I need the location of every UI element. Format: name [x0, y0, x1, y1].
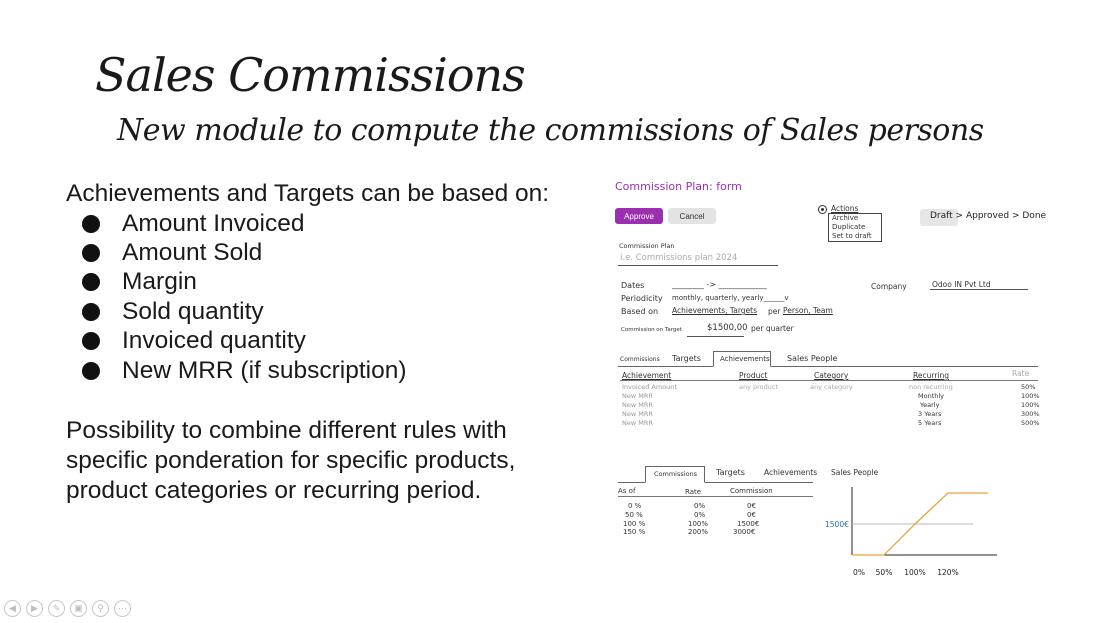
comm-cell[interactable]: 0 %	[628, 502, 642, 510]
bullet-item	[82, 238, 407, 267]
status-flow[interactable]: Draft > Approved > Done	[930, 211, 1047, 221]
zoom-icon[interactable]: ⚲	[92, 600, 109, 617]
target-period: per quarter	[751, 324, 794, 333]
company-field[interactable]: Odoo IN Pvt Ltd	[932, 280, 991, 289]
based-on-label: Based on	[621, 307, 659, 316]
bullet-text: Amount Sold	[122, 239, 263, 267]
comm-header-as-of: As of	[618, 487, 636, 495]
xtick-label: 50%	[875, 568, 893, 577]
bullet-dot-icon	[82, 215, 100, 233]
tab-targets[interactable]: Targets	[672, 354, 701, 363]
bullet-text: Sold quantity	[122, 297, 264, 325]
table-cell[interactable]: 300%	[1021, 410, 1040, 418]
slides-icon[interactable]: ▣	[70, 600, 87, 617]
bullet-item	[82, 209, 407, 238]
comm-cell[interactable]: 0€	[747, 511, 756, 519]
comm-cell[interactable]: 1500€	[737, 520, 760, 528]
actions-menu	[828, 213, 882, 242]
plan-label: Commission Plan	[619, 242, 675, 250]
table-cell[interactable]: New MRR	[622, 392, 653, 400]
comm-cell[interactable]: 0%	[694, 511, 706, 519]
bullet-text: Invoiced quantity	[122, 327, 306, 355]
cancel-button[interactable]: Cancel	[668, 208, 716, 224]
xtick-label: 120%	[937, 568, 959, 577]
table-cell[interactable]: 50%	[1021, 383, 1036, 391]
bullet-dot-icon	[82, 362, 100, 380]
comm-cell[interactable]: 150 %	[623, 528, 646, 536]
comm-cell[interactable]: 3000€	[733, 528, 756, 536]
bullet-text: New MRR (if subscription)	[122, 356, 407, 384]
target-label: Commission on Target	[621, 327, 682, 333]
bullet-item	[82, 268, 407, 297]
dates-field[interactable]: ________ -> ____________	[672, 280, 767, 289]
presentation-toolbar	[4, 600, 131, 617]
gear-icon[interactable]	[818, 205, 827, 214]
tab2-commissions[interactable]: Commissions	[654, 470, 698, 478]
table-cell[interactable]: New MRR	[622, 401, 653, 409]
table-header-recurring: Recurring	[913, 371, 949, 380]
comm-cell[interactable]: 100 %	[623, 520, 646, 528]
form-title: Commission Plan: form	[615, 180, 742, 193]
next-icon[interactable]: ▶	[26, 600, 43, 617]
comm-cell[interactable]: 0%	[694, 502, 706, 510]
bullet-item	[82, 297, 407, 326]
comm-cell[interactable]: 200%	[688, 528, 709, 536]
comm-header-rate: Rate	[685, 488, 702, 496]
comm-cell[interactable]: 100%	[688, 520, 709, 528]
approve-button[interactable]: Approve	[615, 208, 663, 224]
target-amount-field[interactable]: $1500,00	[707, 323, 748, 333]
tab-commissions[interactable]: Commissions	[620, 356, 660, 363]
per-label: per	[768, 307, 781, 316]
pen-icon[interactable]: ✎	[48, 600, 65, 617]
based-on-field[interactable]: Achievements, Targets	[672, 306, 758, 315]
per-field[interactable]: Person, Team	[783, 306, 833, 315]
periodicity-select[interactable]: monthly, quarterly, yearly______v	[672, 294, 789, 302]
actions-menu-item-duplicate[interactable]: Duplicate	[832, 223, 866, 231]
bullet-dot-icon	[82, 332, 100, 350]
tab-achievements[interactable]: Achievements	[720, 355, 770, 363]
bullet-text: Margin	[122, 268, 197, 296]
dates-label: Dates	[621, 281, 645, 290]
table-cell[interactable]: 100%	[1021, 401, 1040, 409]
table-cell[interactable]: 5 Years	[918, 419, 942, 427]
prev-icon[interactable]: ◀	[4, 600, 21, 617]
actions-label[interactable]: Actions	[831, 204, 859, 213]
table-cell[interactable]: New MRR	[622, 410, 653, 418]
bullet-dot-icon	[82, 273, 100, 291]
more-icon[interactable]: ⋯	[114, 600, 131, 617]
table-cell[interactable]: any category	[810, 383, 853, 391]
xtick-label: 0%	[853, 568, 865, 577]
lead-text: Achievements and Targets can be based on:	[66, 180, 550, 207]
bullet-list	[82, 209, 407, 385]
tab2-achievements[interactable]: Achievements	[764, 468, 818, 477]
comm-header-commission: Commission	[730, 487, 773, 495]
table-header-rate: Rate	[1012, 369, 1030, 378]
tab2-targets[interactable]: Targets	[716, 468, 745, 477]
bullet-item	[82, 327, 407, 356]
table-cell[interactable]: New MRR	[622, 419, 653, 427]
comm-cell[interactable]: 50 %	[625, 511, 643, 519]
table-header-product: Product	[739, 371, 768, 380]
table-cell[interactable]: any product	[739, 383, 779, 391]
plan-name-input[interactable]: i.e. Commissions plan 2024	[620, 253, 738, 263]
slide-title: Sales Commissions	[95, 48, 525, 102]
table-cell[interactable]: Monthly	[918, 392, 945, 400]
table-cell[interactable]: 100%	[1021, 392, 1040, 400]
company-label: Company	[871, 282, 907, 291]
bullet-text: Amount Invoiced	[122, 209, 305, 237]
bullet-item	[82, 356, 407, 385]
table-cell[interactable]: 500%	[1021, 419, 1040, 427]
table-cell[interactable]: 3 Years	[918, 410, 942, 418]
table-header-category: Category	[814, 371, 849, 380]
tab-sales-people[interactable]: Sales People	[787, 354, 838, 363]
bullet-dot-icon	[82, 303, 100, 321]
series-line	[852, 493, 988, 555]
table-cell[interactable]: Yearly	[920, 401, 940, 409]
body-paragraph: Possibility to combine different rules with specific ponderation for specific products, product categories or recurring period.	[66, 417, 516, 504]
table-cell[interactable]: non recurring	[909, 383, 953, 391]
xtick-label: 100%	[904, 568, 926, 577]
slide-subtitle: New module to compute the commissions of Sales persons	[117, 113, 984, 148]
ytick-label: 1500€	[825, 520, 849, 529]
tab2-sales-people[interactable]: Sales People	[831, 468, 879, 477]
bullet-dot-icon	[82, 244, 100, 262]
comm-cell[interactable]: 0€	[747, 502, 756, 510]
table-cell[interactable]: Invoiced Amount	[622, 383, 677, 391]
actions-menu-item-archive[interactable]: Archive	[832, 214, 859, 222]
actions-menu-item-set-to-draft[interactable]: Set to draft	[832, 232, 872, 240]
table-header-achievement: Achievement	[622, 371, 672, 380]
periodicity-label: Periodicity	[621, 294, 663, 303]
